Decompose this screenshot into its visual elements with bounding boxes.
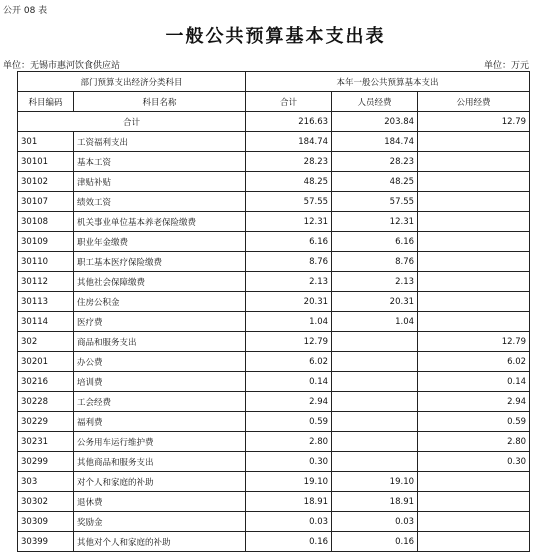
row-public — [418, 512, 530, 532]
group-header-row — [18, 72, 530, 92]
row-personnel: 184.74 — [332, 132, 418, 152]
row-total: 0.03 — [246, 512, 332, 532]
row-total: 48.25 — [246, 172, 332, 192]
row-public — [418, 192, 530, 212]
row-code: 30113 — [18, 292, 74, 312]
row-total: 2.13 — [246, 272, 332, 292]
row-total: 8.76 — [246, 252, 332, 272]
row-total: 0.59 — [246, 412, 332, 432]
row-total: 19.10 — [246, 472, 332, 492]
row-name: 工会经费 — [74, 392, 246, 412]
table-row — [18, 452, 530, 472]
group-header-classification: 部门预算支出经济分类科目 — [18, 72, 246, 92]
row-personnel: 18.91 — [332, 492, 418, 512]
row-personnel: 0.03 — [332, 512, 418, 532]
row-code: 30107 — [18, 192, 74, 212]
row-personnel — [332, 352, 418, 372]
table-row — [18, 272, 530, 292]
row-name: 其他商品和服务支出 — [74, 452, 246, 472]
row-public — [418, 532, 530, 552]
row-name: 培训费 — [74, 372, 246, 392]
row-name: 工资福利支出 — [74, 132, 246, 152]
table-row — [18, 512, 530, 532]
row-personnel — [332, 432, 418, 452]
row-code: 30216 — [18, 372, 74, 392]
row-personnel — [332, 332, 418, 352]
row-personnel: 6.16 — [332, 232, 418, 252]
row-total: 20.31 — [246, 292, 332, 312]
row-total: 184.74 — [246, 132, 332, 152]
row-name: 商品和服务支出 — [74, 332, 246, 352]
table-row — [18, 472, 530, 492]
row-name: 对个人和家庭的补助 — [74, 472, 246, 492]
row-public — [418, 252, 530, 272]
row-total: 57.55 — [246, 192, 332, 212]
row-public — [418, 132, 530, 152]
row-public — [418, 492, 530, 512]
column-header-personnel: 人员经费 — [332, 92, 418, 112]
row-public — [418, 212, 530, 232]
table-row — [18, 172, 530, 192]
row-code: 302 — [18, 332, 74, 352]
total-row-public: 12.79 — [418, 112, 530, 132]
row-name: 职工基本医疗保险缴费 — [74, 252, 246, 272]
row-name: 津贴补贴 — [74, 172, 246, 192]
row-personnel: 19.10 — [332, 472, 418, 492]
row-code: 30108 — [18, 212, 74, 232]
row-code: 30114 — [18, 312, 74, 332]
table-row — [18, 532, 530, 552]
row-name: 医疗费 — [74, 312, 246, 332]
row-public — [418, 292, 530, 312]
row-total: 2.80 — [246, 432, 332, 452]
row-personnel — [332, 452, 418, 472]
row-public — [418, 172, 530, 192]
row-public: 0.59 — [418, 412, 530, 432]
row-total: 12.31 — [246, 212, 332, 232]
row-public — [418, 272, 530, 292]
row-name: 福利费 — [74, 412, 246, 432]
row-public: 2.94 — [418, 392, 530, 412]
column-header-public: 公用经费 — [418, 92, 530, 112]
row-personnel — [332, 412, 418, 432]
table-row — [18, 152, 530, 172]
row-total: 0.16 — [246, 532, 332, 552]
row-personnel: 28.23 — [332, 152, 418, 172]
row-name: 其他社会保障缴费 — [74, 272, 246, 292]
row-public: 0.14 — [418, 372, 530, 392]
group-header-expenditure: 本年一般公共预算基本支出 — [246, 72, 530, 92]
row-personnel: 0.16 — [332, 532, 418, 552]
budget-table — [17, 71, 530, 552]
row-public — [418, 472, 530, 492]
column-header-total: 合计 — [246, 92, 332, 112]
row-personnel: 8.76 — [332, 252, 418, 272]
row-name: 基本工资 — [74, 152, 246, 172]
row-code: 30229 — [18, 412, 74, 432]
row-personnel: 57.55 — [332, 192, 418, 212]
table-row — [18, 232, 530, 252]
row-name: 奖励金 — [74, 512, 246, 532]
row-total: 1.04 — [246, 312, 332, 332]
row-name: 住房公积金 — [74, 292, 246, 312]
row-total: 12.79 — [246, 332, 332, 352]
row-name: 其他对个人和家庭的补助 — [74, 532, 246, 552]
table-row — [18, 132, 530, 152]
table-row — [18, 372, 530, 392]
row-public: 6.02 — [418, 352, 530, 372]
row-public: 12.79 — [418, 332, 530, 352]
row-code: 30231 — [18, 432, 74, 452]
row-name: 办公费 — [74, 352, 246, 372]
column-header-code: 科目编码 — [18, 92, 74, 112]
row-code: 301 — [18, 132, 74, 152]
row-code: 30102 — [18, 172, 74, 192]
row-code: 30302 — [18, 492, 74, 512]
row-public — [418, 152, 530, 172]
row-code: 30399 — [18, 532, 74, 552]
column-header-name: 科目名称 — [74, 92, 246, 112]
unit-organization: 单位：无锡市惠河饮食供应站 — [3, 61, 121, 71]
row-personnel: 2.13 — [332, 272, 418, 292]
row-total: 18.91 — [246, 492, 332, 512]
table-row — [18, 412, 530, 432]
row-code: 30101 — [18, 152, 74, 172]
table-row — [18, 252, 530, 272]
row-name: 机关事业单位基本养老保险缴费 — [74, 212, 246, 232]
table-row — [18, 212, 530, 232]
row-code: 30228 — [18, 392, 74, 412]
row-code: 30309 — [18, 512, 74, 532]
row-name: 职业年金缴费 — [74, 232, 246, 252]
table-row — [18, 312, 530, 332]
row-code: 30112 — [18, 272, 74, 292]
row-name: 绩效工资 — [74, 192, 246, 212]
table-row — [18, 492, 530, 512]
total-row-label: 合计 — [18, 112, 246, 132]
row-name: 退休费 — [74, 492, 246, 512]
row-code: 303 — [18, 472, 74, 492]
row-personnel — [332, 372, 418, 392]
row-total: 0.30 — [246, 452, 332, 472]
table-row — [18, 352, 530, 372]
page-title: 一般公共预算基本支出表 — [165, 26, 386, 47]
table-row — [18, 432, 530, 452]
row-total: 6.16 — [246, 232, 332, 252]
table-row — [18, 332, 530, 352]
table-row — [18, 192, 530, 212]
row-personnel: 1.04 — [332, 312, 418, 332]
row-total: 2.94 — [246, 392, 332, 412]
row-total: 6.02 — [246, 352, 332, 372]
document-tag: 公开 08 表 — [3, 6, 48, 16]
total-row-personnel: 203.84 — [332, 112, 418, 132]
row-public: 0.30 — [418, 452, 530, 472]
row-total: 0.14 — [246, 372, 332, 392]
row-public — [418, 232, 530, 252]
total-row — [18, 112, 530, 132]
unit-currency: 单位：万元 — [483, 61, 529, 71]
total-row-total: 216.63 — [246, 112, 332, 132]
row-public: 2.80 — [418, 432, 530, 452]
table-row — [18, 292, 530, 312]
row-code: 30109 — [18, 232, 74, 252]
column-header-row — [18, 92, 530, 112]
row-total: 28.23 — [246, 152, 332, 172]
row-personnel: 20.31 — [332, 292, 418, 312]
row-personnel — [332, 392, 418, 412]
row-code: 30201 — [18, 352, 74, 372]
row-personnel: 12.31 — [332, 212, 418, 232]
row-public — [418, 312, 530, 332]
table-row — [18, 392, 530, 412]
row-code: 30110 — [18, 252, 74, 272]
row-name: 公务用车运行维护费 — [74, 432, 246, 452]
row-code: 30299 — [18, 452, 74, 472]
row-personnel: 48.25 — [332, 172, 418, 192]
